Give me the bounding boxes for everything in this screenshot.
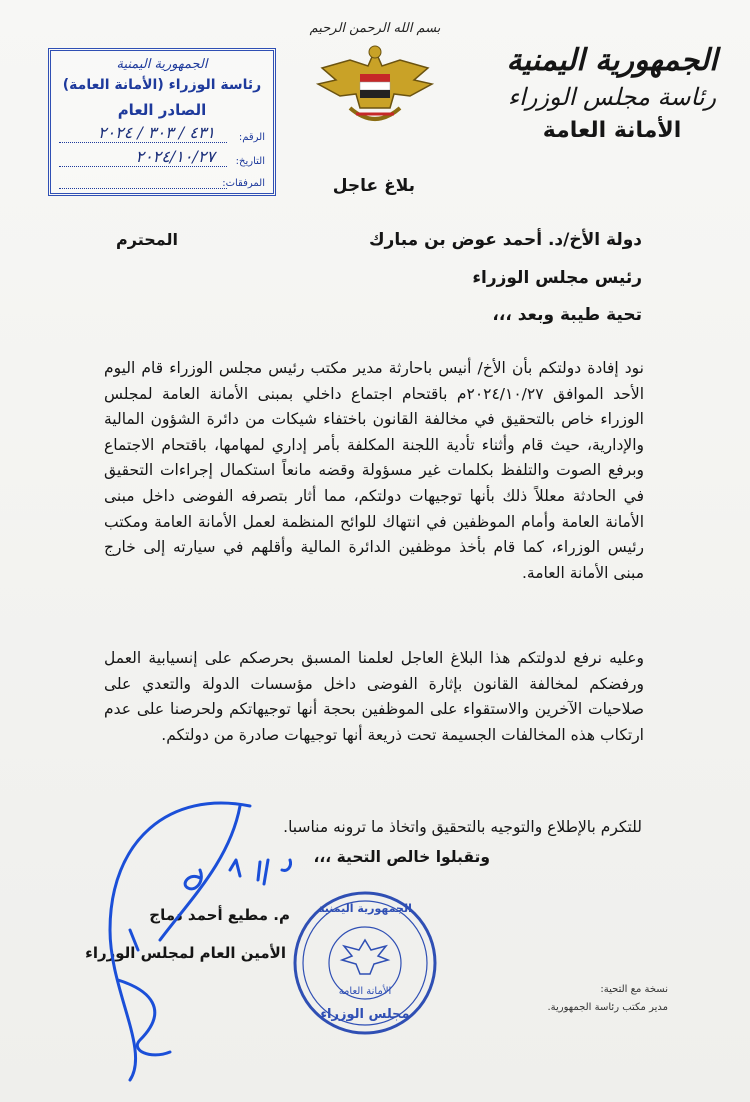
seal-bottom-text: مجلس الوزراء	[320, 1007, 410, 1022]
seal-top-text: الجمهورية اليمنية	[318, 902, 412, 915]
registration-stamp	[48, 48, 276, 196]
letterhead-ministry: رئاسة مجلس الوزراء	[507, 83, 717, 111]
stamp-attachments-row	[59, 169, 265, 191]
body-paragraph-2: وعليه نرفع لدولتكم هذا البلاغ العاجل لعلمنا المسبق بحرصكم على إنسيابية العمل ورفضكم لمخالفة القانون بإثارة الفوضى داخل مؤسسات الدولة والتعدي على صلاحيات الآخرين والاستقواء على الموظفين بحجة أنها توجيهاتكم ولحرصنا على عدم ارتكاب هذه المخالفات الجسيمة تحت ذريعة أنها توجيهات صادرة من دولتكم.	[104, 649, 644, 744]
addressee-title: رئيس مجلس الوزراء	[472, 268, 642, 288]
stamp-authority: رئاسة الوزراء (الأمانة العامة)	[62, 77, 262, 93]
addressee-honorific: المحترم	[116, 230, 178, 249]
signatory-role: الأمين العام لمجلس الوزراء	[85, 944, 286, 962]
emblem-area	[300, 20, 450, 140]
stamp-ref-label: الرقم:	[238, 132, 265, 143]
greeting: تحية طيبة وبعد ،،،	[492, 305, 642, 325]
body-paragraph-1: نود إفادة دولتكم بأن الأخ/ أنيس باحارثة مدير مكتب رئيس مجلس الوزراء قام اليوم الأحد الموافق ٢٠٢٤/١٠/٢٧م باقتحام اجتماع داخلي بمبنى الأمانة العامة لمجلس الوزراء خاص بالتحقيق في مخالفة القانون باختفاء شيكات من دائرة الشؤون المالية والإدارية، حيث قام وأثناء تأدية اللجنة المكلفة بأمر إداري لمهامها، باقتحام الاجتماع وبرفع الصوت والتلفظ بكلمات غير مسؤولة وقضه مانعاً استكمال إجراءات التحقيق في الحادثة معللاً ذلك بأنها توجيهات دولتكم، مما أثار بتصرفه الفوضى داخل مبنى الأمانة العامة وأمام الموظفين في انتهاك للوائح المنظمة لعمل الأمانة العامة ومكتب رئيس الوزراء، كما قام بأخذ موظفين الدائرة المالية وأقلهم في سيارته إلى خارج مبنى الأمانة العامة.	[104, 359, 645, 582]
eagle-emblem-icon	[310, 38, 440, 138]
stamp-ref-row	[59, 123, 265, 145]
letter-title: بلاغ عاجل	[332, 176, 415, 196]
letterhead	[502, 44, 722, 146]
stamp-date-label: التاريخ:	[235, 156, 265, 167]
stamp-ref-value: ٤٣١ / ٣٠٣ / ٢٠٢٤	[97, 123, 215, 142]
stamp-date-value: ٢٠٢٤/١٠/٢٧	[135, 147, 215, 166]
salutation: وتقبلوا خالص التحية ،،،	[313, 848, 490, 866]
seal-middle-text: الأمانة العامة	[338, 986, 392, 997]
closing-line: للتكرم بالإطلاع والتوجيه بالتحقيق واتخاذ ما ترونه مناسبا.	[283, 818, 642, 836]
official-seal-icon	[290, 888, 440, 1038]
stamp-attachments-label: المرفقات:	[222, 178, 265, 189]
addressee: دولة الأخ/د. أحمد عوض بن مبارك	[368, 230, 642, 250]
stamp-country: الجمهورية اليمنية	[116, 57, 208, 72]
stamp-outgoing: الصادر العام	[117, 101, 207, 119]
signatory-name: م. مطيع أحمد دماج	[149, 906, 290, 924]
letterhead-country: الجمهورية اليمنية	[506, 43, 718, 78]
basmala: بسم الله الرحمن الرحيم	[309, 21, 441, 36]
letterhead-department: الأمانة العامة	[542, 118, 682, 143]
copy-label: نسخة مع التحية:	[600, 984, 668, 995]
stamp-date-row	[59, 147, 265, 169]
copy-recipient: مدير مكتب رئاسة الجمهورية.	[547, 1002, 668, 1013]
